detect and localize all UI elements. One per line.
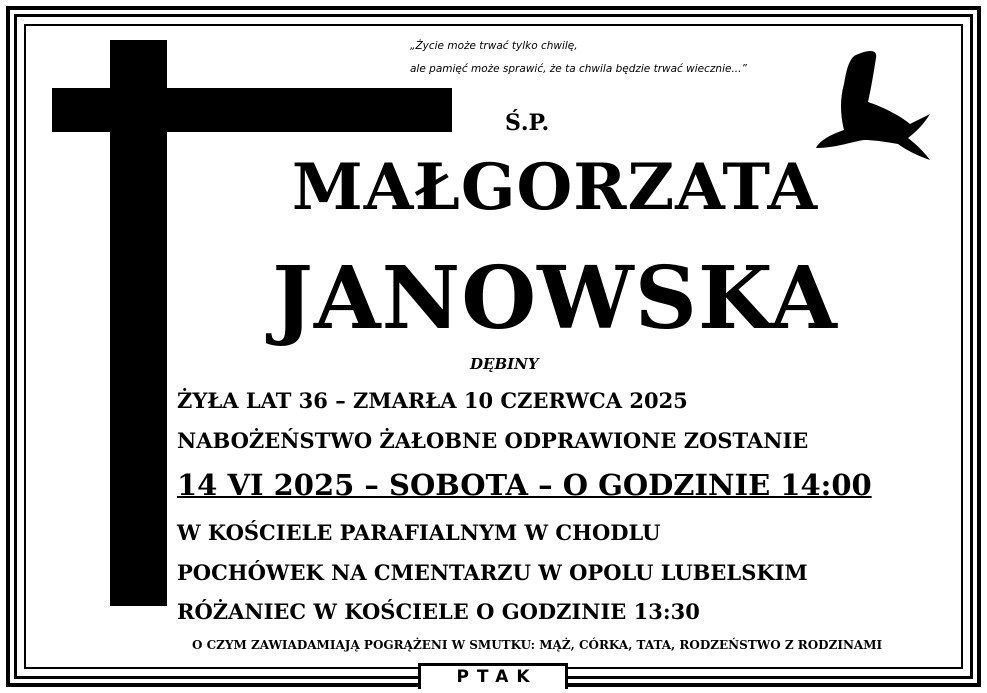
dove-icon xyxy=(806,44,936,164)
age-death-line: ŻYŁA LAT 36 – ZMARŁA 10 CZERWCA 2025 xyxy=(177,388,688,413)
first-name: MAŁGORZATA xyxy=(291,150,819,225)
logo-box xyxy=(418,663,568,689)
mourners-line: O CZYM ZAWIADAMIAJĄ POGRĄŻENI W SMUTKU: MĄŻ, CÓRKA, TATA, RODZEŃSTWO Z RODZINAMI xyxy=(192,638,883,652)
quote-line-2: ale pamięć może sprawić, że ta chwila będzie trwać wiecznie...” xyxy=(410,63,747,75)
burial-line: POCHÓWEK NA CMENTARZU W OPOLU LUBELSKIM xyxy=(177,560,808,585)
cross-horizontal-beam xyxy=(52,88,452,132)
date-time-line: 14 VI 2025 – SOBOTA – O GODZINIE 14:00 xyxy=(177,468,872,502)
service-line: NABOŻEŃSTWO ŻAŁOBNE ODPRAWIONE ZOSTANIE xyxy=(177,428,809,453)
place-name: DĘBINY xyxy=(470,355,539,373)
rosary-line: RÓŻANIEC W KOŚCIELE O GODZINIE 13:30 xyxy=(177,599,700,624)
last-name: JANOWSKA xyxy=(272,248,838,349)
logo-text: PTAK xyxy=(456,667,538,687)
title-prefix: Ś.P. xyxy=(505,110,550,136)
quote-line-1: „Życie może trwać tylko chwilę, xyxy=(410,40,578,52)
church-line: W KOŚCIELE PARAFIALNYM W CHODLU xyxy=(177,520,661,545)
